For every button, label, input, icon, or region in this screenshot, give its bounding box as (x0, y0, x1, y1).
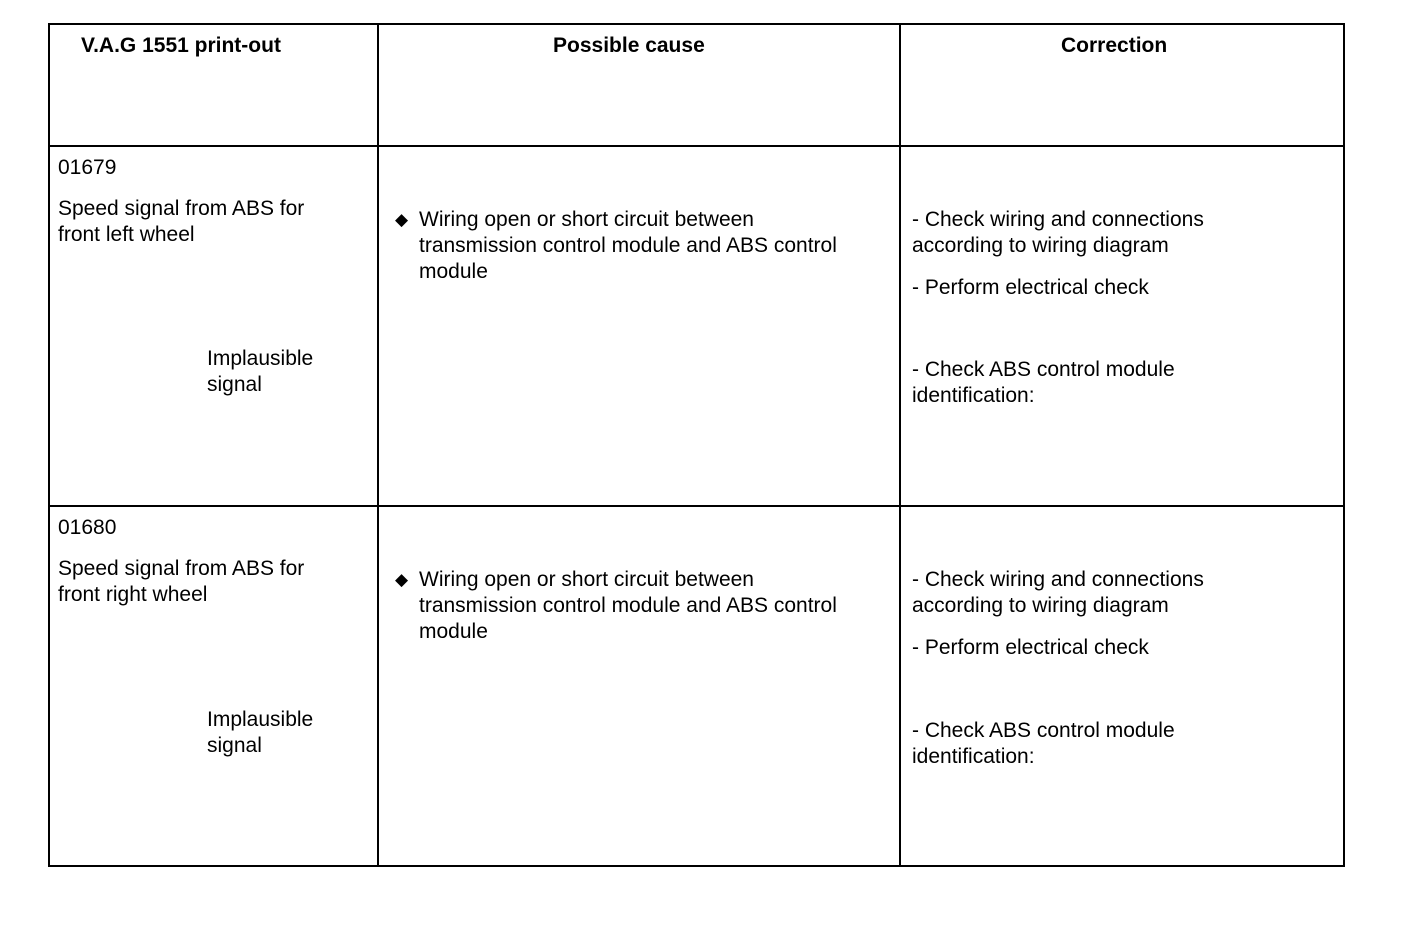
header-possible-cause: Possible cause (553, 34, 705, 57)
diamond-bullet-icon: ◆ (395, 210, 409, 229)
correction-step: according to wiring diagram (912, 234, 1169, 257)
header-correction: Correction (1061, 34, 1168, 57)
correction-step: - Check wiring and connections (912, 208, 1204, 231)
correction-step: - Check wiring and connections (912, 568, 1204, 591)
fault-status: signal (207, 734, 262, 757)
column-divider (899, 25, 901, 865)
row-divider (50, 505, 1343, 507)
fault-status: Implausible (207, 708, 314, 731)
correction-step: - Check ABS control module (912, 358, 1175, 381)
header-printout: V.A.G 1551 print-out (81, 34, 281, 57)
fault-description: Speed signal from ABS for (58, 197, 305, 220)
possible-cause: transmission control module and ABS control (419, 594, 837, 617)
row-divider (50, 145, 1343, 147)
fault-code: 01680 (58, 516, 117, 539)
possible-cause: module (419, 260, 488, 283)
column-divider (377, 25, 379, 865)
correction-step: - Perform electrical check (912, 636, 1149, 659)
possible-cause: module (419, 620, 488, 643)
fault-description: front left wheel (58, 223, 195, 246)
possible-cause: Wiring open or short circuit between (419, 208, 754, 231)
fault-code-table (48, 23, 1345, 867)
fault-status: signal (207, 373, 262, 396)
correction-step: - Perform electrical check (912, 276, 1149, 299)
fault-description: Speed signal from ABS for (58, 557, 305, 580)
fault-code: 01679 (58, 156, 117, 179)
diamond-bullet-icon: ◆ (395, 570, 409, 589)
fault-status: Implausible (207, 347, 314, 370)
possible-cause: Wiring open or short circuit between (419, 568, 754, 591)
fault-description: front right wheel (58, 583, 208, 606)
correction-step: identification: (912, 384, 1035, 407)
correction-step: identification: (912, 745, 1035, 768)
correction-step: according to wiring diagram (912, 594, 1169, 617)
correction-step: - Check ABS control module (912, 719, 1175, 742)
possible-cause: transmission control module and ABS control (419, 234, 837, 257)
